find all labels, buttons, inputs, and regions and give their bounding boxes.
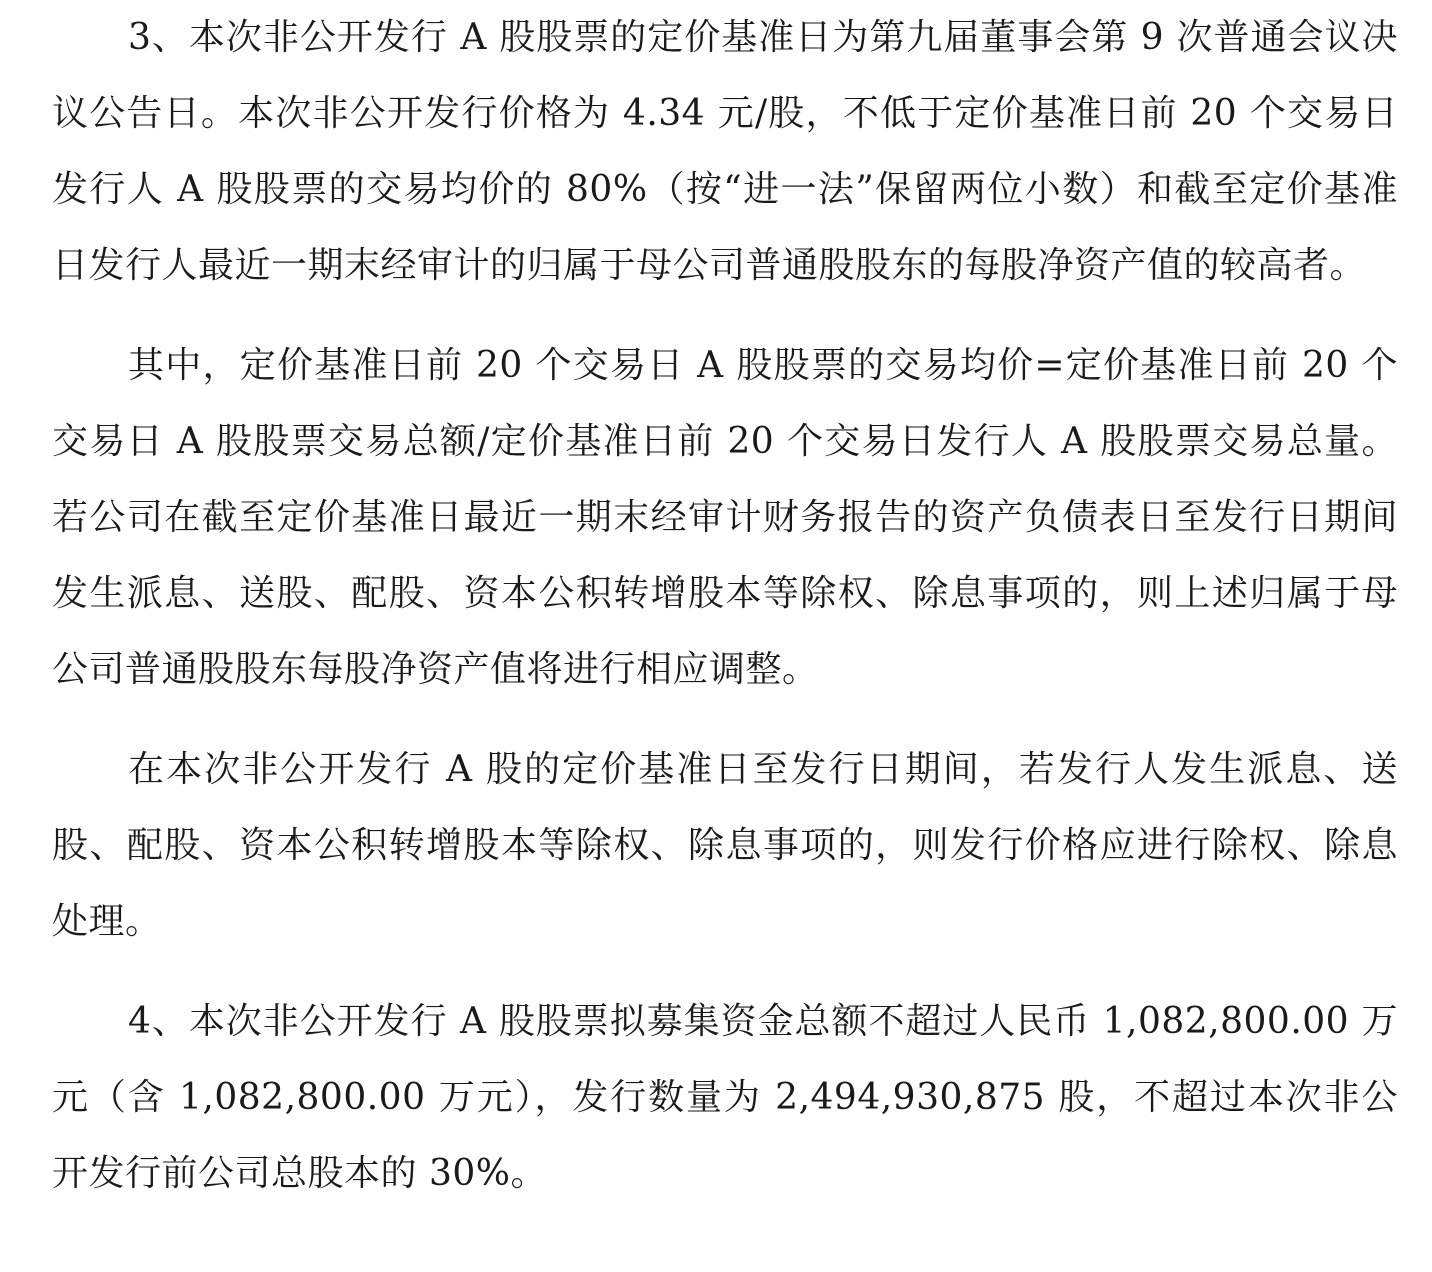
paragraph-average-price-definition: 其中，定价基准日前 20 个交易日 A 股股票的交易均价=定价基准日前 20 个交易日 A 股股票交易总额/定价基准日前 20 个交易日发行人 A 股股票交易总量。若公司在截至定价基准日最近一期末经审计财务报告的资产负债表日至发行日期间发生派息、送股、配股、资本公积转增股本等除权、除息事项的，则上述归属于母公司普通股股东每股净资产值将进行相应调整。: [52, 345, 1398, 690]
paragraph-fundraising-amount: 4、本次非公开发行 A 股股票拟募集资金总额不超过人民币 1,082,800.00 万元（含 1,082,800.00 万元），发行数量为 2,494,930,875 股，不超过本次非公开发行前公司总股本的 30%。: [52, 1001, 1398, 1194]
document-page: [52, 0, 1398, 1212]
paragraph-ex-rights-adjustment: 在本次非公开发行 A 股的定价基准日至发行日期间，若发行人发生派息、送股、配股、资本公积转增股本等除权、除息事项的，则发行价格应进行除权、除息处理。: [52, 749, 1398, 942]
paragraph-pricing-base-date: 3、本次非公开发行 A 股股票的定价基准日为第九届董事会第 9 次普通会议决议公告日。本次非公开发行价格为 4.34 元/股，不低于定价基准日前 20 个交易日发行人 A 股股票的交易均价的 80%（按“进一法”保留两位小数）和截至定价基准日发行人最近一期末经审计的归属于母公司普通股股东的每股净资产值的较高者。: [52, 17, 1398, 286]
